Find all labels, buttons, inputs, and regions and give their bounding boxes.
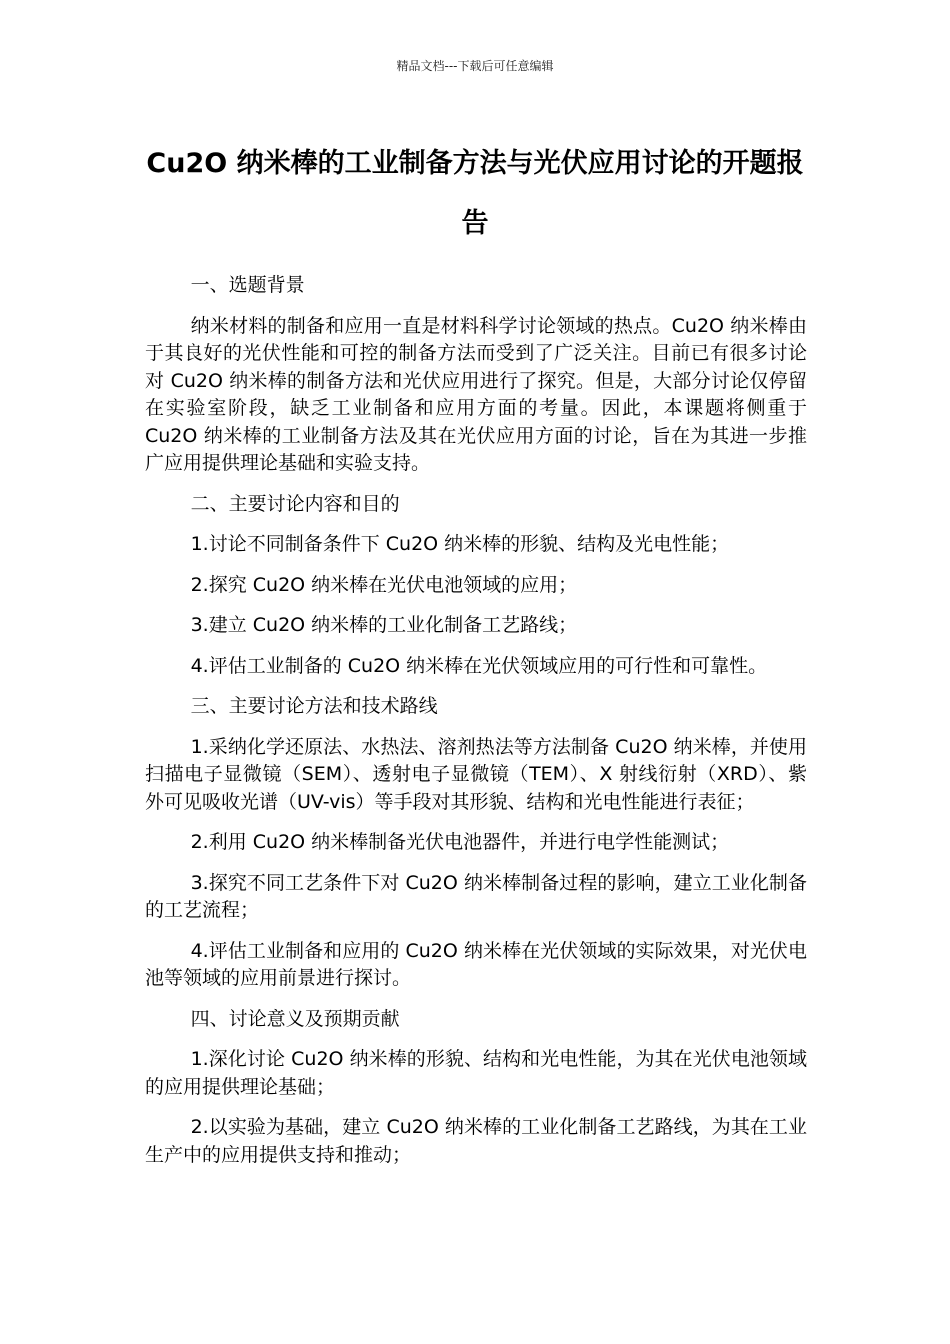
list-item: 1.采纳化学还原法、水热法、溶剂热法等方法制备 Cu2O 纳米棒，并使用扫描电子显微镜（SEM）、透射电子显微镜（TEM）、X 射线衍射（XRD）、紫外可见吸收光谱（UV-vis）等手段对其形貌、结构和光电性能进行表征； <box>145 735 807 813</box>
list-item: 2.利用 Cu2O 纳米棒制备光伏电池器件，并进行电学性能测试； <box>190 831 730 853</box>
list-item: 1.深化讨论 Cu2O 纳米棒的形貌、结构和光电性能，为其在光伏电池领域的应用提供理论基础； <box>145 1048 807 1098</box>
document-body <box>145 272 807 1182</box>
list-item: 3.探究不同工艺条件下对 Cu2O 纳米棒制备过程的影响，建立工业化制备的工艺流程； <box>145 871 807 921</box>
section-heading-background: 一、选题背景 <box>190 274 305 296</box>
section-heading-significance: 四、讨论意义及预期贡献 <box>190 1007 400 1030</box>
list-item: 4.评估工业制备的 Cu2O 纳米棒在光伏领域应用的可行性和可靠性。 <box>190 654 768 677</box>
list-item: 2.以实验为基础，建立 Cu2O 纳米棒的工业化制备工艺路线，为其在工业生产中的应用提供支持和推动； <box>145 1116 807 1166</box>
list-item: 4.评估工业制备和应用的 Cu2O 纳米棒在光伏领域的实际效果，对光伏电池等领域的应用前景进行探讨。 <box>145 939 807 989</box>
section-heading-content: 二、主要讨论内容和目的 <box>190 492 400 515</box>
section-heading-methods: 三、主要讨论方法和技术路线 <box>190 695 438 717</box>
list-item: 2.探究 Cu2O 纳米棒在光伏电池领域的应用； <box>190 573 578 596</box>
list-item: 1.讨论不同制备条件下 Cu2O 纳米棒的形貌、结构及光电性能； <box>190 533 730 555</box>
list-item: 3.建立 Cu2O 纳米棒的工业化制备工艺路线； <box>190 614 578 636</box>
paragraph-background: 纳米材料的制备和应用一直是材料科学讨论领域的热点。Cu2O 纳米棒由于其良好的光伏性能和可控的制备方法而受到了广泛关注。目前已有很多讨论对 Cu2O 纳米棒的制备方法和光伏应用进行了探究。但是，大部分讨论仅停留在实验室阶段，缺乏工业制备和应用方面的考量。因此，本课题将侧重于 Cu2O 纳米棒的工业制备方法及其在光伏应用方面的讨论，旨在为其进一步推广应用提供理论基础和实验支持。 <box>145 314 807 474</box>
document-title: Cu2O 纳米棒的工业制备方法与光伏应用讨论的开题报告 <box>146 148 804 239</box>
header-note: 精品文档---下载后可任意编辑 <box>396 59 554 73</box>
